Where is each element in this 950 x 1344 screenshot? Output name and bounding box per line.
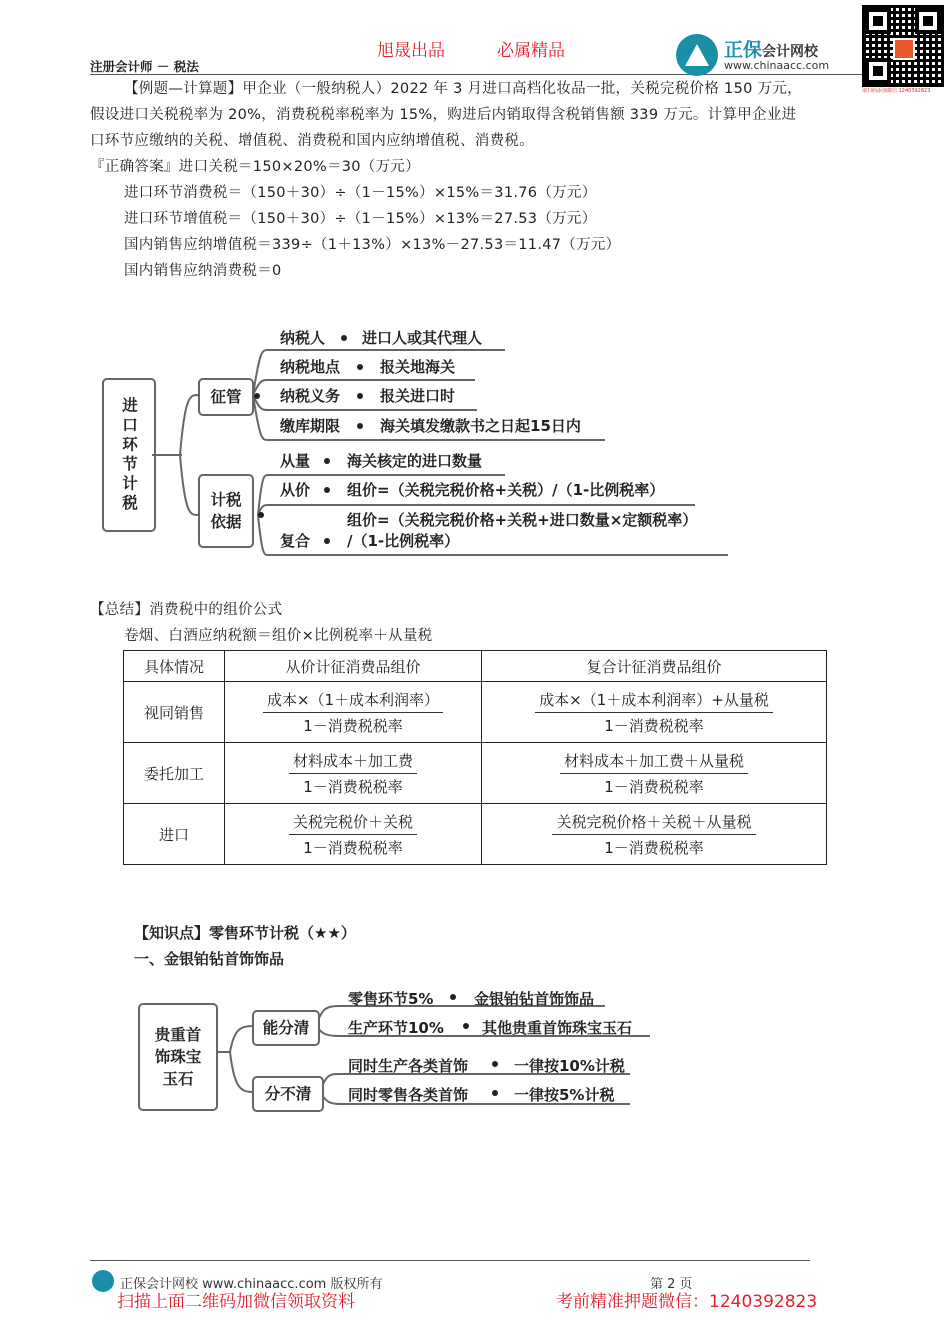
table-cell-case: 委托加工 xyxy=(124,743,225,804)
mindmap1-item-value: /（1-比例税率） xyxy=(347,532,460,550)
mindmap1-item-label: 从价 xyxy=(280,481,311,499)
mindmap2-item-label: 零售环节5% xyxy=(348,990,434,1008)
header-slogan-left: 旭晟出品 xyxy=(377,41,445,61)
mindmap2-item-value: 其他贵重首饰珠宝玉石 xyxy=(482,1019,633,1037)
table-row xyxy=(124,804,827,865)
answer-line: 进口环节消费税＝（150＋30）÷（1－15%）×15%＝31.76（万元） xyxy=(124,185,597,201)
footer-promo-left[interactable]: 扫描上面二维码加微信领取资料 xyxy=(117,1292,355,1312)
table-row xyxy=(124,682,827,743)
question-line: 口环节应缴纳的关税、增值税、消费税和国内应纳增值税、消费税。 xyxy=(90,133,534,149)
mindmap1-item-label: 缴库期限 xyxy=(280,417,341,435)
mindmap1-item-label: 纳税地点 xyxy=(280,358,341,376)
mindmap2-item-label: 生产环节10% xyxy=(348,1019,444,1037)
mindmap2-item-value: 金银铂钻首饰饰品 xyxy=(474,990,595,1008)
footer-page-number: 第 2 页 xyxy=(650,1277,693,1292)
mindmap1-item-label: 复合 xyxy=(280,532,311,550)
table-cell-formula: $\frac{\text{关税完税价格＋关税＋从量税}}{\text{1－消费税税率}}$ xyxy=(482,804,827,865)
mindmap1-item-label: 纳税义务 xyxy=(280,387,341,405)
qr-note: 请扫码添加微信 1240392823 xyxy=(862,88,931,94)
table-header: 从价计征消费品组价 xyxy=(225,651,482,682)
mindmap1-item-value: 海关核定的进口数量 xyxy=(347,452,483,470)
mindmap1-item-label: 从量 xyxy=(280,452,311,470)
logo-url: www.chinaacc.com xyxy=(724,59,830,72)
mindmap2-root: 贵重首饰珠宝玉石 xyxy=(138,1003,218,1111)
answer-line: 国内销售应纳增值税＝339÷（1＋13%）×13%－27.53＝11.47（万元） xyxy=(124,237,621,253)
mindmap1-item-value: 报关地海关 xyxy=(380,358,456,376)
table-cell-formula: $\frac{\text{关税完税价＋关税}}{\text{1－消费税税率}}$ xyxy=(225,804,482,865)
table-cell-case: 进口 xyxy=(124,804,225,865)
logo-name: 正保会计网校 xyxy=(724,39,819,61)
mindmap2-item-value: 一律按5%计税 xyxy=(514,1086,615,1104)
mindmap1-root: 进口环节计税 xyxy=(102,378,156,532)
answer-line: 进口环节增值税＝（150＋30）÷（1－15%）×13%＝27.53（万元） xyxy=(124,211,597,227)
knowledge-title: 【知识点】零售环节计税（★★） xyxy=(134,924,356,942)
footer-logo-icon xyxy=(92,1270,114,1292)
mindmap1-item-value: 海关填发缴款书之日起15日内 xyxy=(380,417,581,435)
footer-copyright: 正保会计网校 www.chinaacc.com 版权所有 xyxy=(120,1277,383,1292)
table-cell-formula: $\frac{\text{成本×（1＋成本利润率）+从量税}}{\text{1－消费税税率}}$ xyxy=(482,682,827,743)
header-subtitle: 注册会计师 － 税法 xyxy=(90,59,199,74)
table-cell-case: 视同销售 xyxy=(124,682,225,743)
price-formula-table xyxy=(123,650,827,865)
mindmap2-branch-nengfenqing: 能分清 xyxy=(252,1010,320,1046)
mindmap1-branch-jishuiyiju: 计税依据 xyxy=(198,474,254,548)
mindmap1-item-value: 进口人或其代理人 xyxy=(362,329,483,347)
mindmap1-item-value: 报关进口时 xyxy=(380,387,456,405)
mindmap2-branch-fenbuqing: 分不清 xyxy=(252,1076,324,1112)
mindmap1-item-value: 组价=（关税完税价格+关税）/（1-比例税率） xyxy=(347,481,665,499)
summary-formula: 卷烟、白酒应纳税额＝组价×比例税率＋从量税 xyxy=(124,628,433,644)
section-title: 一、金银铂钻首饰饰品 xyxy=(134,950,285,968)
table-cell-formula: $\frac{\text{材料成本＋加工费}}{\text{1－消费税税率}}$ xyxy=(225,743,482,804)
footer-promo-right[interactable]: 考前精准押题微信：1240392823 xyxy=(556,1292,818,1312)
mindmap1-branch-zhengguan: 征管 xyxy=(198,378,254,416)
summary-title: 【总结】消费税中的组价公式 xyxy=(90,602,283,618)
answer-line: 国内销售应纳消费税＝0 xyxy=(124,263,282,279)
mindmap1-item-label: 纳税人 xyxy=(280,329,326,347)
question-line: 【例题—计算题】甲企业（一般纳税人）2022 年 3 月进口高档化妆品一批，关税完税价格 150 万元， xyxy=(124,81,802,97)
header-slogan-right: 必属精品 xyxy=(497,41,565,61)
mindmap2-item-label: 同时零售各类首饰 xyxy=(348,1086,469,1104)
table-row xyxy=(124,743,827,804)
table-header: 具体情况 xyxy=(124,651,225,682)
table-cell-formula: $\frac{\text{材料成本＋加工费＋从量税}}{\text{1－消费税税率}}$ xyxy=(482,743,827,804)
table-header: 复合计征消费品组价 xyxy=(482,651,827,682)
answer-line: 『正确答案』进口关税＝150×20%＝30（万元） xyxy=(90,159,421,175)
table-header-row xyxy=(124,651,827,682)
mindmap2-item-label: 同时生产各类首饰 xyxy=(348,1057,469,1075)
mindmap1-item-value: 组价=（关税完税价格+关税+进口数量×定额税率） xyxy=(347,511,698,529)
mindmap2-item-value: 一律按10%计税 xyxy=(514,1057,625,1075)
table-cell-formula: $\frac{\text{成本×（1＋成本利润率）}}{\text{1－消费税税率}}$ xyxy=(225,682,482,743)
question-line: 假设进口关税税率为 20%，消费税税率税率为 15%，购进后内销取得含税销售额 339 万元。计算甲企业进 xyxy=(90,107,797,123)
footer-divider xyxy=(90,1260,810,1261)
